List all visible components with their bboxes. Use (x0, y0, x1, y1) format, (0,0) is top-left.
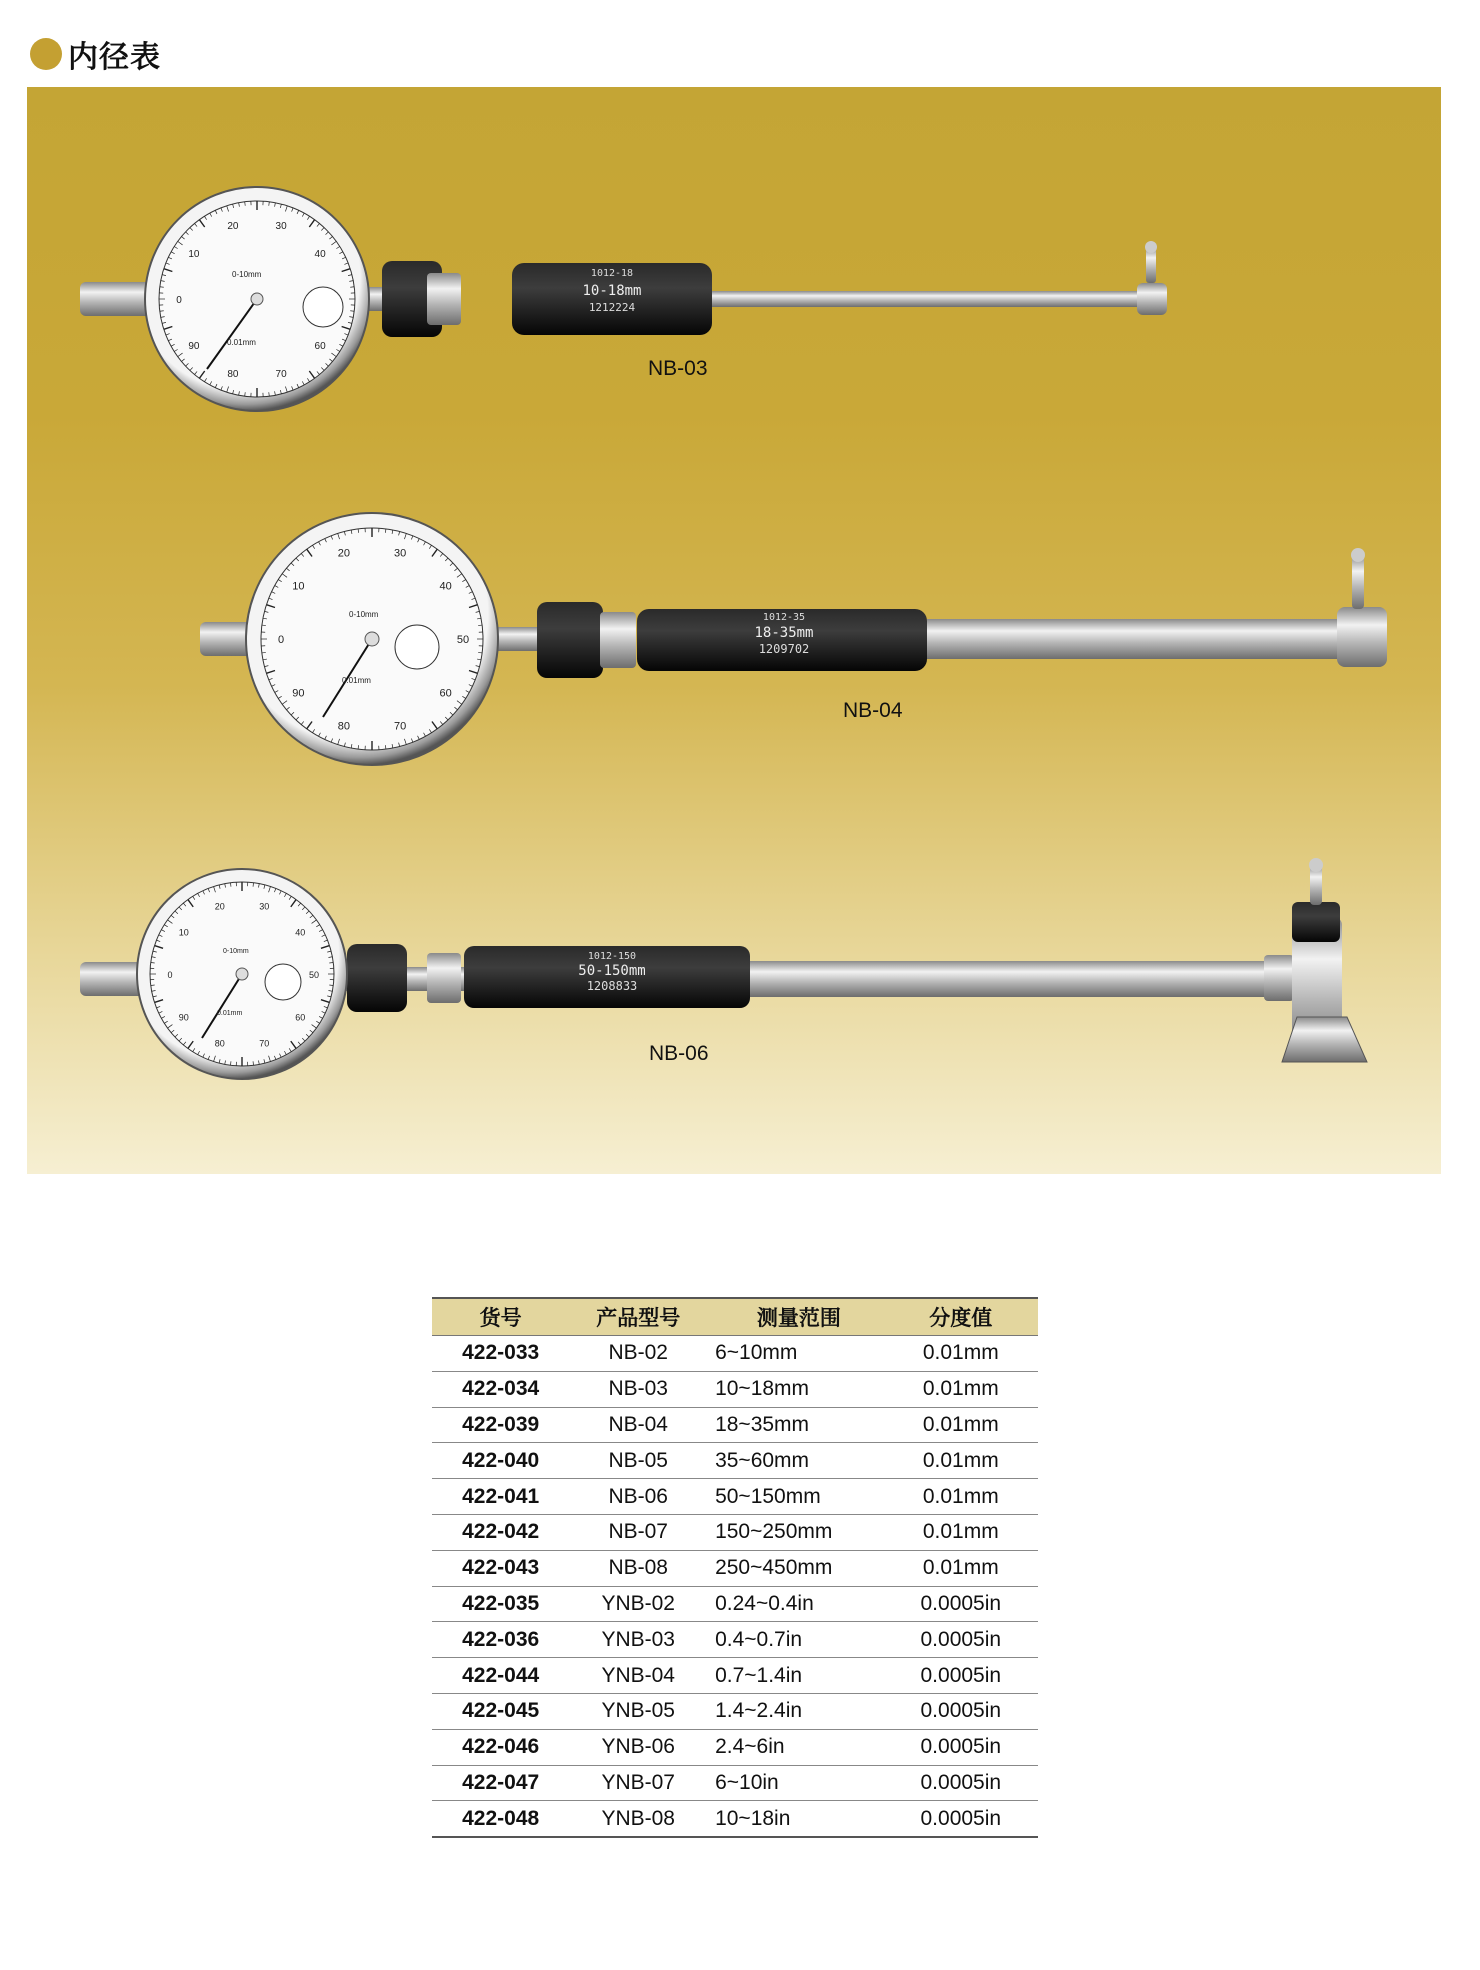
cell-range: 2.4~6in (707, 1729, 884, 1765)
cell-model: YNB-02 (569, 1586, 707, 1622)
table-row (432, 1693, 1038, 1729)
dial-tick (245, 392, 246, 396)
table-row (432, 1622, 1038, 1658)
dial-number: 90 (188, 340, 200, 352)
model-label-nb-03: NB-03 (648, 357, 708, 380)
cell-range: 35~60mm (707, 1443, 884, 1479)
gauge-1-dial-range: 0-10mm (232, 270, 262, 279)
dial-number: 80 (337, 720, 351, 733)
gauge-2-dial-range: 0-10mm (349, 610, 379, 619)
cell-resolution: 0.0005in (884, 1622, 1038, 1658)
dial-tick (160, 311, 164, 312)
cell-item-no: 422-040 (432, 1443, 569, 1479)
dial-number: 70 (259, 1038, 270, 1049)
cell-model: YNB-04 (569, 1658, 707, 1694)
dial-number: 30 (393, 547, 407, 560)
cell-resolution: 0.0005in (884, 1729, 1038, 1765)
dial-number: 60 (439, 687, 452, 700)
cell-item-no: 422-044 (432, 1658, 569, 1694)
dial-number: 10 (178, 927, 189, 938)
spec-table (432, 1297, 1038, 1838)
cell-item-no: 422-034 (432, 1371, 569, 1407)
cell-resolution: 0.0005in (884, 1801, 1038, 1837)
dial-number: 0 (277, 634, 285, 646)
cell-range: 0.7~1.4in (707, 1658, 884, 1694)
table-row (432, 1407, 1038, 1443)
cell-resolution: 0.0005in (884, 1765, 1038, 1801)
cell-resolution: 0.01mm (884, 1371, 1038, 1407)
gauge-2-sleeve-serial: 1209702 (758, 642, 810, 656)
gauge-1-sleeve-range: 10-18mm (582, 283, 642, 299)
dial-number: 40 (439, 580, 452, 593)
gauge-2-dial-resolution: 0.01mm (342, 676, 371, 685)
gauge-nb-04 (200, 513, 1387, 765)
table-row (432, 1765, 1038, 1801)
cell-model: NB-07 (569, 1514, 707, 1550)
gauge-3-sleeve-code: 1012-150 (587, 951, 637, 962)
table-row (432, 1443, 1038, 1479)
cell-item-no: 422-046 (432, 1729, 569, 1765)
dial-number: 90 (178, 1012, 189, 1023)
dial-tick (358, 529, 359, 533)
dial-number: 30 (275, 220, 287, 232)
table-row (432, 1550, 1038, 1586)
table-row (432, 1514, 1038, 1550)
dial-number: 70 (275, 369, 287, 381)
header-item-no: 货号 (432, 1298, 569, 1336)
dial-number: 80 (227, 369, 239, 381)
cell-resolution: 0.01mm (884, 1443, 1038, 1479)
table-header-row (432, 1298, 1038, 1336)
table-body (432, 1336, 1038, 1838)
cell-model: YNB-05 (569, 1693, 707, 1729)
gauge-3-sleeve-range: 50-150mm (578, 963, 646, 979)
dial-tick (253, 1061, 254, 1065)
cell-resolution: 0.0005in (884, 1693, 1038, 1729)
cell-range: 250~450mm (707, 1550, 884, 1586)
gauge-3-dial-range: 0-10mm (223, 948, 249, 955)
table-row (432, 1371, 1038, 1407)
dial-number: 0 (176, 295, 182, 306)
cell-resolution: 0.01mm (884, 1550, 1038, 1586)
gauge-3-sleeve-serial: 1208833 (586, 979, 638, 993)
dial-number: 40 (314, 249, 326, 261)
cell-range: 10~18in (707, 1801, 884, 1837)
dial-number: 20 (227, 220, 239, 232)
dial-tick (329, 985, 333, 986)
cell-item-no: 422-035 (432, 1586, 569, 1622)
dial-tick (253, 883, 254, 887)
dial-tick (230, 1061, 231, 1065)
dial-number: 80 (214, 1038, 225, 1049)
header-model: 产品型号 (569, 1298, 707, 1336)
dial-tick (269, 392, 270, 396)
bullet-dot-icon (30, 38, 62, 70)
cell-range: 10~18mm (707, 1371, 884, 1407)
cell-range: 50~150mm (707, 1479, 884, 1515)
dial-number: 50 (456, 634, 470, 646)
cell-item-no: 422-043 (432, 1550, 569, 1586)
cell-range: 1.4~2.4in (707, 1693, 884, 1729)
dial-tick (350, 311, 354, 312)
cell-resolution: 0.01mm (884, 1336, 1038, 1372)
cell-model: NB-02 (569, 1336, 707, 1372)
cell-model: YNB-03 (569, 1622, 707, 1658)
dial-tick (358, 745, 359, 749)
cell-range: 6~10in (707, 1765, 884, 1801)
cell-range: 18~35mm (707, 1407, 884, 1443)
dial-tick (262, 625, 266, 626)
dial-number: 10 (292, 580, 305, 593)
cell-item-no: 422-047 (432, 1765, 569, 1801)
dial-tick (269, 202, 270, 206)
cell-resolution: 0.01mm (884, 1407, 1038, 1443)
cell-model: NB-05 (569, 1443, 707, 1479)
gauge-nb-03 (80, 187, 1167, 411)
dial-tick (478, 652, 482, 653)
dial-number: 60 (314, 340, 326, 352)
dial-tick (329, 962, 333, 963)
cell-model: NB-04 (569, 1407, 707, 1443)
dial-tick (160, 287, 164, 288)
gauge-2-sleeve-code: 1012-35 (762, 612, 806, 623)
dial-number: 10 (188, 249, 200, 261)
header-resolution: 分度值 (884, 1298, 1038, 1336)
dial-tick (230, 883, 231, 887)
dial-number: 70 (393, 720, 407, 733)
dial-tick (478, 625, 482, 626)
gauge-1-dial-resolution: 0.01mm (227, 338, 256, 347)
cell-range: 6~10mm (707, 1336, 884, 1372)
model-label-nb-04: NB-04 (843, 699, 903, 722)
dial-number: 30 (259, 901, 270, 912)
cell-range: 0.24~0.4in (707, 1586, 884, 1622)
cell-model: YNB-07 (569, 1765, 707, 1801)
cell-resolution: 0.01mm (884, 1479, 1038, 1515)
cell-item-no: 422-048 (432, 1801, 569, 1837)
table-row (432, 1479, 1038, 1515)
cell-range: 150~250mm (707, 1514, 884, 1550)
dial-number: 50 (308, 970, 320, 980)
table-row (432, 1729, 1038, 1765)
gauge-1-sleeve-code: 1012-18 (590, 268, 634, 279)
gauge-nb-06 (80, 858, 1367, 1079)
gauge-2-sleeve-range: 18-35mm (754, 625, 814, 641)
cell-model: YNB-08 (569, 1801, 707, 1837)
dial-number: 60 (295, 1012, 306, 1023)
dial-number: 20 (214, 901, 225, 912)
dial-tick (151, 985, 155, 986)
cell-model: NB-08 (569, 1550, 707, 1586)
dial-number: 0 (167, 970, 173, 980)
cell-item-no: 422-041 (432, 1479, 569, 1515)
cell-item-no: 422-045 (432, 1693, 569, 1729)
table-row (432, 1658, 1038, 1694)
dial-tick (245, 202, 246, 206)
product-photo (27, 87, 1441, 1174)
cell-model: YNB-06 (569, 1729, 707, 1765)
gauges-illustration (27, 87, 1441, 1174)
cell-resolution: 0.01mm (884, 1514, 1038, 1550)
model-label-nb-06: NB-06 (649, 1042, 709, 1065)
cell-item-no: 422-036 (432, 1622, 569, 1658)
cell-item-no: 422-042 (432, 1514, 569, 1550)
cell-range: 0.4~0.7in (707, 1622, 884, 1658)
table-row (432, 1336, 1038, 1372)
cell-resolution: 0.0005in (884, 1658, 1038, 1694)
dial-tick (151, 962, 155, 963)
page-heading (30, 34, 161, 74)
table-row (432, 1586, 1038, 1622)
cell-item-no: 422-033 (432, 1336, 569, 1372)
dial-tick (262, 652, 266, 653)
dial-tick (385, 529, 386, 533)
dial-number: 40 (295, 927, 306, 938)
cell-model: NB-03 (569, 1371, 707, 1407)
dial-tick (385, 745, 386, 749)
gauge-3-dial-resolution: 0.01mm (217, 1010, 243, 1017)
cell-model: NB-06 (569, 1479, 707, 1515)
page-title: 内径表 (68, 40, 161, 75)
header-range: 测量范围 (707, 1298, 884, 1336)
cell-resolution: 0.0005in (884, 1586, 1038, 1622)
table-row (432, 1801, 1038, 1837)
dial-tick (350, 287, 354, 288)
cell-item-no: 422-039 (432, 1407, 569, 1443)
gauge-1-sleeve-serial: 1212224 (588, 301, 636, 314)
dial-number: 90 (292, 687, 305, 700)
dial-number: 20 (337, 547, 351, 560)
